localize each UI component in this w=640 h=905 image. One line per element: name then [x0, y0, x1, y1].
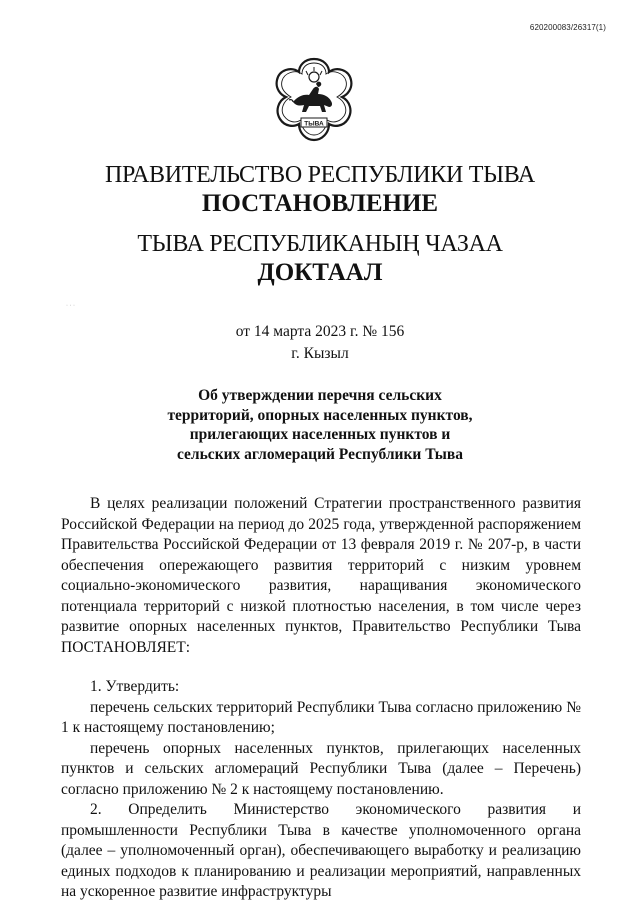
document-type-tyv: ДОКТААЛ — [257, 259, 383, 286]
item-1-heading: 1. Утвердить: — [90, 678, 180, 695]
document-date-number: от 14 марта 2023 г. № 156 — [235, 323, 405, 340]
emblem-graphic — [271, 56, 357, 144]
government-title-ru: ПРАВИТЕЛЬСТВО РЕСПУБЛИКИ ТЫВА — [105, 162, 535, 188]
coat-of-arms-emblem-icon — [271, 56, 357, 144]
document-city: г. Кызыл — [291, 345, 349, 362]
preamble-paragraph: В целях реализации положений Стратегии пространственного развития Российской Федерации на период до 2025 года, утвержденной распоряжением Правительства Российской Федерации от 13 февраля 2019 г. № 207-р, в части обеспечения опережающего развития территорий с низким уровнем социально-экономического развития, наращивания экономического потенциала территорий с низкой плотностью населения, в том числе через развитие опорных населенных пунктов, Правительство Республики Тыва ПОСТАНОВЛЯЕТ: — [61, 495, 581, 656]
document-type-ru: ПОСТАНОВЛЕНИЕ — [201, 190, 439, 217]
government-title-tyv: ТЫВА РЕСПУБЛИКАНЫҢ ЧАЗАА — [137, 231, 503, 257]
item-1-subitem-b: перечень опорных населенных пунктов, прилегающих населенных пунктов и сельских агломераций Республики Тыва (далее – Перечень) согласно приложению № 2 к настоящему постановлению. — [61, 739, 581, 798]
document-registration-number: 620200083/26317(1) — [529, 23, 606, 32]
emblem-inscription: ТЫВА — [304, 120, 324, 128]
item-1-subitem-a: перечень сельских территорий Республики Тыва согласно приложению № 1 к настоящему постановлению; — [61, 698, 581, 736]
item-2-paragraph: 2. Определить Министерство экономического развития и промышленности Республики Тыва в качестве уполномоченного органа (далее – уполномоченный орган), обеспечивающего выработку и реализацию единых подходов к планированию и реализации мероприятий, направленных на ускоренное развитие инфраструктуры — [61, 801, 581, 900]
subject-line: сельских агломераций Республики Тыва — [176, 445, 464, 463]
subject-line: прилегающих населенных пунктов и — [189, 426, 451, 443]
document-body — [61, 494, 581, 903]
document-subject — [140, 386, 500, 464]
subject-line: Об утверждении перечня сельских — [198, 387, 442, 404]
subject-line: территорий, опорных населенных пунктов, — [167, 406, 473, 424]
scan-specks: · · · — [66, 303, 75, 309]
